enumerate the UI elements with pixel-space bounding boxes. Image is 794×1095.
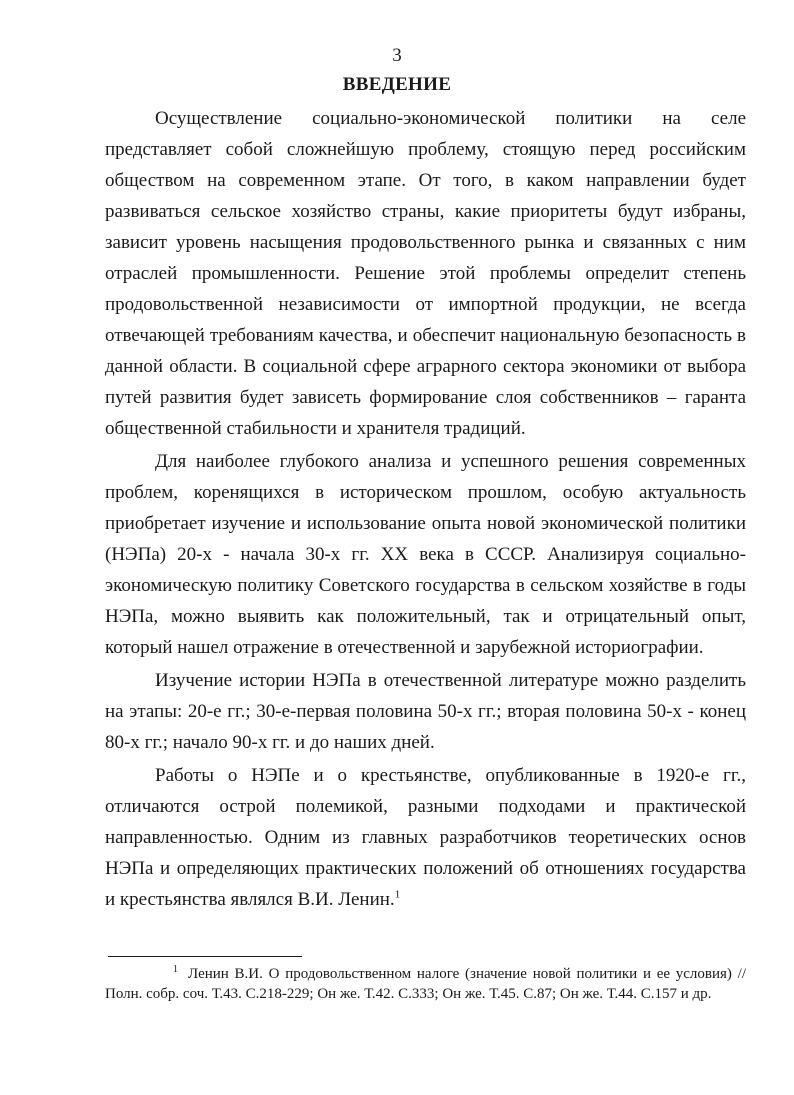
paragraph-1: Осуществление социально-экономической политики на селе представляет собой сложнейшую проблему, стоящую перед российским обществом на современном этапе. От того, в каком направлении будет развиваться сельское хозяйство страны, какие приоритеты будут избраны, зависит уровень насыщения продовольственного рынка и связанных с ним отраслей промышленности. Решение этой проблемы определит степень продовольственной независимости от импортной продукции, не всегда отвечающей требованиям качества, и обеспечит национальную безопасность в данной области. В социальной сфере аграрного сектора экономики от выбора путей развития будет зависеть формирование слоя собственников – гаранта общественной стабильности и хранителя традиций. xyxy=(105,108,746,439)
footnote-mark: 1 xyxy=(173,964,178,975)
paragraph-4-text: Работы о НЭПе и о крестьянстве, опубликованные в 1920-е гг., отличаются острой полемикой, разными подходами и практической направленностью. Одним из главных разработчиков теоретических основ НЭПа и определяющих практических положений об отношениях государства и крестьянства являлся В.И. Ленин. xyxy=(105,765,746,910)
paragraph-2: Для наиболее глубокого анализа и успешного решения современных проблем, коренящихся в историческом прошлом, особую актуальность приобретает изучение и использование опыта новой экономической политики (НЭПа) 20-х - начала 30-х гг. XX века в СССР. Анализируя социально-экономическую политику Советского государства в сельском хозяйстве в годы НЭПа, можно выявить как положительный, так и отрицательный опыт, который нашел отражение в отечественной и зарубежной историографии. xyxy=(105,451,746,658)
footnote-reference: 1 xyxy=(394,888,401,901)
body-text xyxy=(105,103,746,915)
paragraph-3: Изучение истории НЭПа в отечественной литературе можно разделить на этапы: 20-е гг.; 30-е-первая половина 50-х гг.; вторая половина 50-х - конец 80-х гг.; начало 90-х гг. и до наших дней. xyxy=(105,670,746,753)
page-number: 3 xyxy=(392,45,402,66)
footnote-divider xyxy=(108,956,302,957)
footnote-text: Ленин В.И. О продовольственном налоге (значение новой политики и ее условия) // Полн. собр. соч. Т.43. С.218-229; Он же. Т.42. С.333; Он же. Т.45. С.87; Он же. Т.44. С.157 и др. xyxy=(105,966,746,1002)
paragraph-4 xyxy=(105,760,746,915)
section-heading: ВВЕДЕНИЕ xyxy=(342,74,452,95)
footnote xyxy=(105,964,746,1004)
